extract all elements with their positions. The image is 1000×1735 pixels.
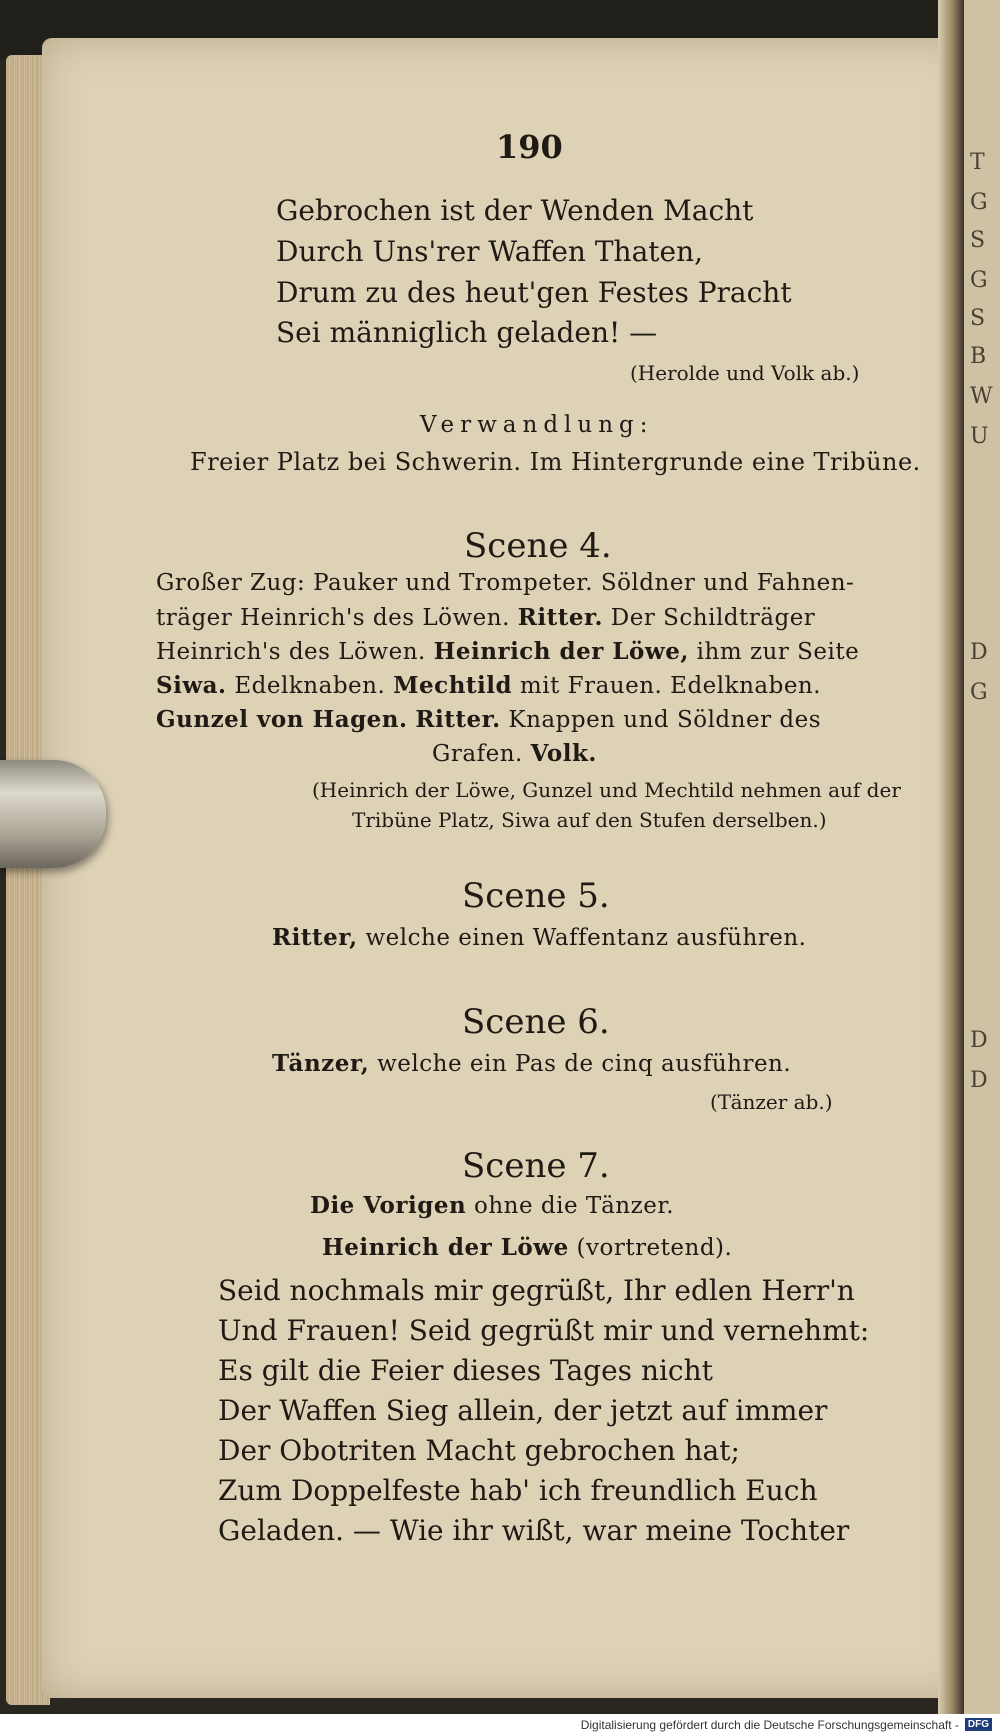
- scene-text-line: [156, 706, 821, 733]
- scene-text: Edelknaben.: [226, 673, 394, 699]
- stage-direction: (Herolde und Volk ab.): [630, 361, 860, 385]
- facing-page-fragment: T: [970, 150, 985, 175]
- verwandlung-label: Verwandlung:: [420, 412, 654, 438]
- verse-line: Drum zu des heut'gen Festes Pracht: [276, 276, 792, 309]
- scene-text: Großer Zug: Pauker und Trompeter. Söldner und Fahnen-: [156, 570, 855, 596]
- scene-text: ihm zur Seite: [688, 639, 860, 665]
- character-name: Tänzer,: [272, 1050, 370, 1077]
- digitization-footer: [0, 1714, 1000, 1735]
- scene-text: welche ein Pas de cinq ausführen.: [369, 1051, 792, 1077]
- scene-text-line: [432, 740, 597, 767]
- verwandlung-text: Freier Platz bei Schwerin. Im Hintergrunde eine Tribüne.: [190, 448, 921, 476]
- verse-line: Zum Doppelfeste hab' ich freundlich Euch: [218, 1474, 818, 1507]
- facing-page-fragment: D: [970, 640, 988, 665]
- page-number: 190: [496, 128, 563, 166]
- verse-line: Es gilt die Feier dieses Tages nicht: [218, 1354, 713, 1387]
- scene-text-line: [156, 672, 821, 699]
- character-name: Mechtild: [393, 672, 513, 699]
- scene-text: träger Heinrich's des Löwen.: [156, 605, 518, 631]
- facing-page-fragment: D: [970, 1068, 988, 1093]
- scene-text: mit Frauen. Edelknaben.: [512, 673, 822, 699]
- stage-direction: (Heinrich der Löwe, Gunzel und Mechtild nehmen auf der: [312, 778, 901, 802]
- facing-page-fragment: U: [970, 424, 989, 449]
- scene-text-line: [156, 570, 854, 596]
- facing-page-fragment: G: [970, 268, 988, 293]
- verse-line: Sei männiglich geladen! —: [276, 316, 658, 349]
- facing-page-fragment: G: [970, 680, 988, 705]
- book-gutter: [938, 0, 964, 1735]
- scene-text: Knappen und Söldner des: [500, 707, 822, 733]
- character-name: Volk.: [530, 740, 597, 767]
- verse-line: Durch Uns'rer Waffen Thaten,: [276, 235, 704, 268]
- stage-direction: Tribüne Platz, Siwa auf den Stufen derselben.): [352, 808, 827, 832]
- facing-page-fragment: D: [970, 1028, 988, 1053]
- facing-page-fragment: S: [970, 306, 986, 331]
- character-name: Ritter,: [272, 924, 358, 951]
- character-name: Heinrich der Löwe,: [433, 638, 689, 665]
- scene-text: Heinrich's des Löwen.: [156, 639, 434, 665]
- verse-line: Der Waffen Sieg allein, der jetzt auf immer: [218, 1394, 828, 1427]
- facing-page-fragment: S: [970, 228, 986, 253]
- speaker-name: Heinrich der Löwe: [322, 1234, 569, 1261]
- scene-text: welche einen Waffentanz ausführen.: [357, 925, 807, 951]
- character-name: Siwa.: [156, 672, 227, 699]
- character-name: Ritter.: [517, 604, 603, 631]
- footer-text: Digitalisierung gefördert durch die Deutsche Forschungsgemeinschaft -: [580, 1717, 959, 1732]
- scene-heading: Scene 5.: [462, 876, 610, 916]
- verse-line: Und Frauen! Seid gegrüßt mir und vernehmt:: [218, 1314, 870, 1347]
- dfg-logo: DFG: [965, 1718, 992, 1731]
- speaker-note: (vortretend).: [568, 1235, 733, 1261]
- next-page-edge: [964, 0, 1000, 1735]
- verse-line: Gebrochen ist der Wenden Macht: [276, 194, 754, 227]
- stage-direction: (Tänzer ab.): [710, 1090, 833, 1114]
- scene-heading: Scene 6.: [462, 1002, 610, 1042]
- character-name: Gunzel von Hagen.: [156, 706, 408, 733]
- scene-text: Der Schildträger: [602, 605, 816, 631]
- facing-page-fragment: B: [970, 344, 987, 369]
- scene-text-line: [156, 638, 859, 665]
- verse-line: Der Obotriten Macht gebrochen hat;: [218, 1434, 740, 1467]
- scene-text: Grafen.: [432, 741, 531, 767]
- verse-line: Geladen. — Wie ihr wißt, war meine Tochter: [218, 1514, 850, 1547]
- verse-line: Seid nochmals mir gegrüßt, Ihr edlen Herr'n: [218, 1274, 855, 1307]
- character-name: Die Vorigen: [310, 1192, 467, 1219]
- scene-text: ohne die Tänzer.: [466, 1193, 675, 1219]
- facing-page-fragment: G: [970, 190, 988, 215]
- scene-heading: Scene 7.: [462, 1146, 610, 1186]
- character-name: Ritter.: [415, 706, 501, 733]
- scene-text-line: [156, 604, 815, 631]
- bookmark-ribbon: [0, 760, 106, 868]
- facing-page-fragment: W: [970, 384, 993, 409]
- scene-heading: Scene 4.: [464, 526, 612, 566]
